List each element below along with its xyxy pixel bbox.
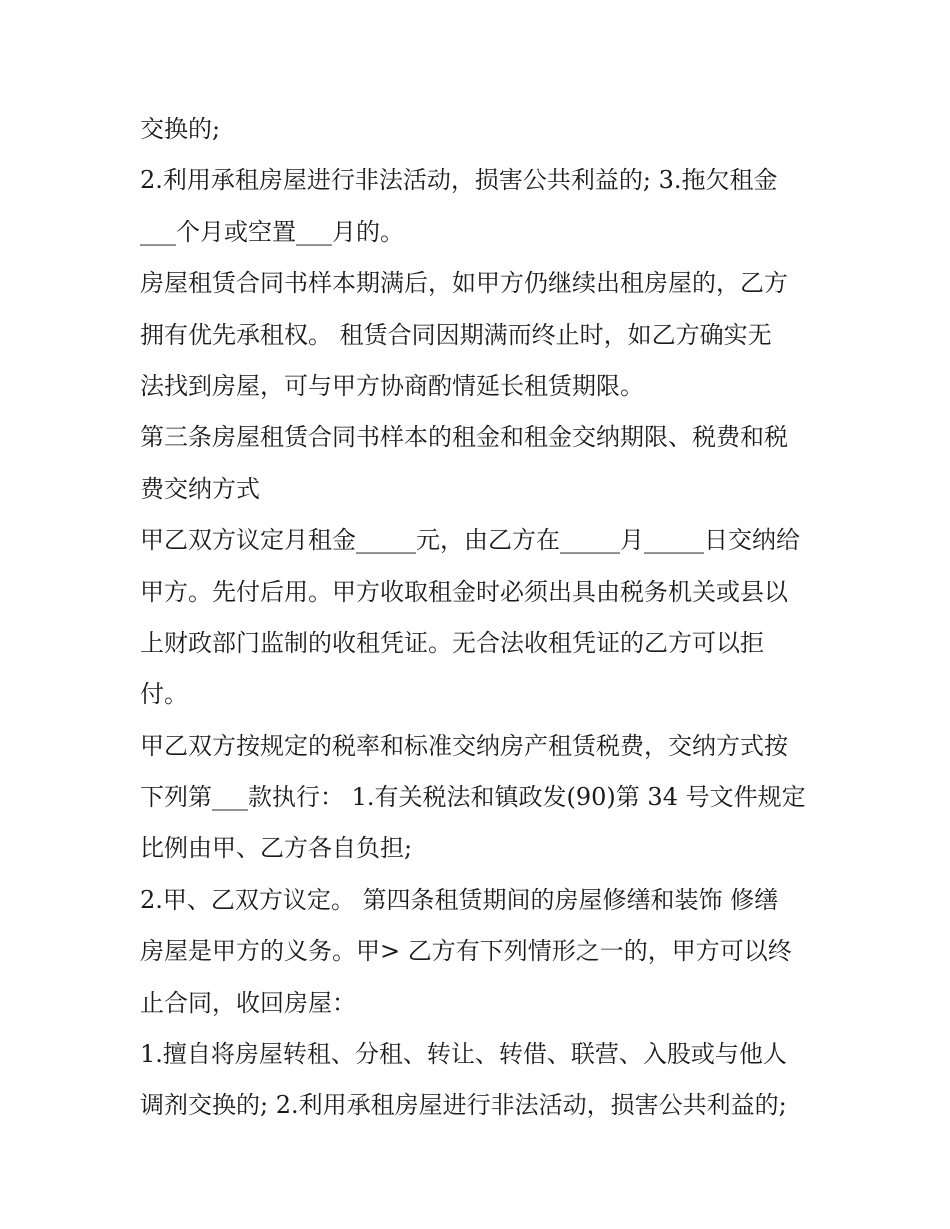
text-line: ___个月或空置___月的。 [140, 217, 404, 246]
text-line: 2.甲、乙双方议定。 第四条租赁期间的房屋修缮和装饰 修缮 [140, 885, 779, 914]
text-line: 交换的; [140, 115, 221, 143]
text-line: 拥有优先承租权。 租赁合同因期满而终止时，如乙方确实无 [140, 320, 772, 349]
text-line: 下列第___款执行： 1.有关税法和镇政发(90)第 34 号文件规定 [140, 783, 806, 812]
text-line: 调剂交换的; 2.利用承租房屋进行非法活动，损害公共利益的; [140, 1091, 787, 1120]
text-line: 止合同，收回房屋： [140, 988, 356, 1017]
text-line: 1.擅自将房屋转租、分租、转让、转借、联营、入股或与他人 [140, 1040, 787, 1069]
section-heading-line: 费交纳方式 [140, 474, 260, 503]
text-line: 房屋租赁合同书样本期满后，如甲方仍继续出租房屋的，乙方 [140, 269, 788, 298]
text-line: 上财政部门监制的收租凭证。无合法收租凭证的乙方可以拒 [140, 628, 764, 657]
text-line: 2.利用承租房屋进行非法活动，损害公共利益的; 3.拖欠租金 [140, 166, 778, 195]
text-line: 房屋是甲方的义务。甲> 乙方有下列情形之一的，甲方可以终 [140, 937, 792, 966]
text-line: 甲方。先付后用。甲方收取租金时必须出具由税务机关或县以 [140, 577, 788, 606]
text-line: 比例由甲、乙方各自负担; [140, 834, 413, 863]
section-heading-line: 第三条房屋租赁合同书样本的租金和租金交纳期限、税费和税 [140, 423, 788, 452]
text-line: 法找到房屋，可与甲方协商酌情延长租赁期限。 [140, 371, 644, 400]
document-body [140, 104, 820, 1132]
text-line: 甲乙双方按规定的税率和标准交纳房产租赁税费，交纳方式按 [140, 731, 788, 760]
text-line: 甲乙双方议定月租金_____元，由乙方在_____月_____日交纳给 [140, 526, 800, 555]
text-line: 付。 [140, 680, 188, 709]
